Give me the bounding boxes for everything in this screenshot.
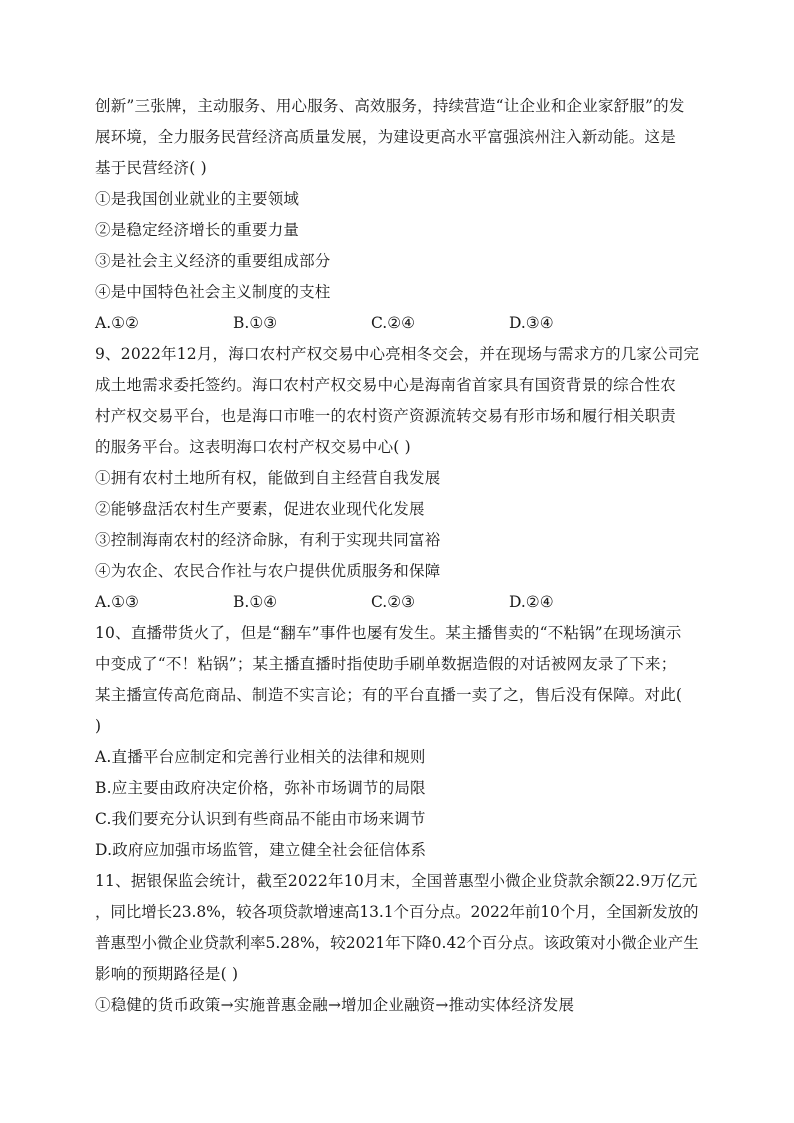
question-11-item-1: ①稳健的货币政策→实施普惠金融→增加企业融资→推动实体经济发展: [95, 996, 575, 1014]
question-9-item-2: ②能够盘活农村生产要素，促进农业现代化发展: [95, 500, 425, 518]
question-9-stem-line: 的服务平台。这表明海口农村产权交易中心( ): [95, 438, 411, 456]
question-10-stem-line: ): [95, 717, 102, 735]
question-9-option-b: B.①④: [233, 593, 278, 611]
question-8-option-b: B.①③: [233, 314, 278, 332]
question-9-option-a: A.①③: [95, 593, 139, 611]
question-9-stem-line: 9、2022年12月，海口农村产权交易中心亮相冬交会，并在现场与需求方的几家公司完: [95, 345, 700, 363]
question-11: [95, 866, 700, 1021]
question-9-option-d: D.②④: [509, 593, 554, 611]
question-10-stem-line: 中变成了“不！粘锅”；某主播直播时指使助手刷单数据造假的对话被网友录了下来；: [95, 655, 677, 673]
question-9-item-1: ①拥有农村土地所有权，能做到自主经营自我发展: [95, 469, 441, 487]
question-10-choice-b: B.应主要由政府决定价格，弥补市场调节的局限: [95, 779, 426, 797]
question-10-choice-d: D.政府应加强市场监管，建立健全社会征信体系: [95, 841, 427, 859]
question-8-stem-line: 基于民营经济( ): [95, 159, 207, 177]
question-10-stem-line: 10、直播带货火了，但是“翻车”事件也屡有发生。某主播售卖的“不粘锅”在现场演示: [95, 624, 682, 642]
question-8-stem-line: 展环境，全力服务民营经济高质量发展，为建设更高水平富强滨州注入新动能。这是: [95, 128, 676, 146]
question-10: [95, 618, 700, 866]
question-9-options: [95, 587, 700, 618]
question-9-item-3: ③控制海南农村的经济命脉，有利于实现共同富裕: [95, 531, 441, 549]
question-11-stem-line: ，同比增长23.8%，较各项贷款增速高13.1个百分点。2022年前10个月，全国新发放的: [95, 903, 699, 921]
question-8-options: [95, 308, 700, 339]
question-8-option-d: D.③④: [509, 314, 554, 332]
question-8-item-3: ③是社会主义经济的重要组成部分: [95, 252, 331, 270]
question-11-stem-line: 普惠型小微企业贷款利率5.28%，较2021年下降0.42个百分点。该政策对小微企业产生: [95, 934, 699, 952]
question-9-stem-line: 村产权交易平台，也是海口市唯一的农村资产资源流转交易有形市场和履行相关职责: [95, 407, 676, 425]
question-9: [95, 339, 700, 618]
question-9-option-c: C.②③: [371, 593, 416, 611]
question-10-choice-a: A.直播平台应制定和完善行业相关的法律和规则: [95, 748, 426, 766]
question-11-stem-line: 11、据银保监会统计，截至2022年10月末，全国普惠型小微企业贷款余额22.9万亿元: [95, 872, 698, 890]
question-8-option-c: C.②④: [371, 314, 416, 332]
question-8-option-a: A.①②: [95, 314, 139, 332]
question-8: [95, 91, 700, 339]
question-9-stem-line: 成土地需求委托签约。海口农村产权交易中心是海南省首家具有国资背景的综合性农: [95, 376, 676, 394]
question-10-choice-c: C.我们要充分认识到有些商品不能由市场来调节: [95, 810, 426, 828]
exam-page: [95, 91, 700, 1021]
question-11-stem-line: 影响的预期路径是( ): [95, 965, 239, 983]
question-9-item-4: ④为农企、农民合作社与农户提供优质服务和保障: [95, 562, 441, 580]
question-8-stem-line: 创新”三张牌，主动服务、用心服务、高效服务，持续营造“让企业和企业家舒服”的发: [95, 97, 685, 115]
question-8-item-4: ④是中国特色社会主义制度的支柱: [95, 283, 331, 301]
question-8-item-2: ②是稳定经济增长的重要力量: [95, 221, 300, 239]
question-10-stem-line: 某主播宣传高危商品、制造不实言论；有的平台直播一卖了之，售后没有保障。对此(: [95, 686, 683, 704]
question-8-item-1: ①是我国创业就业的主要领域: [95, 190, 300, 208]
